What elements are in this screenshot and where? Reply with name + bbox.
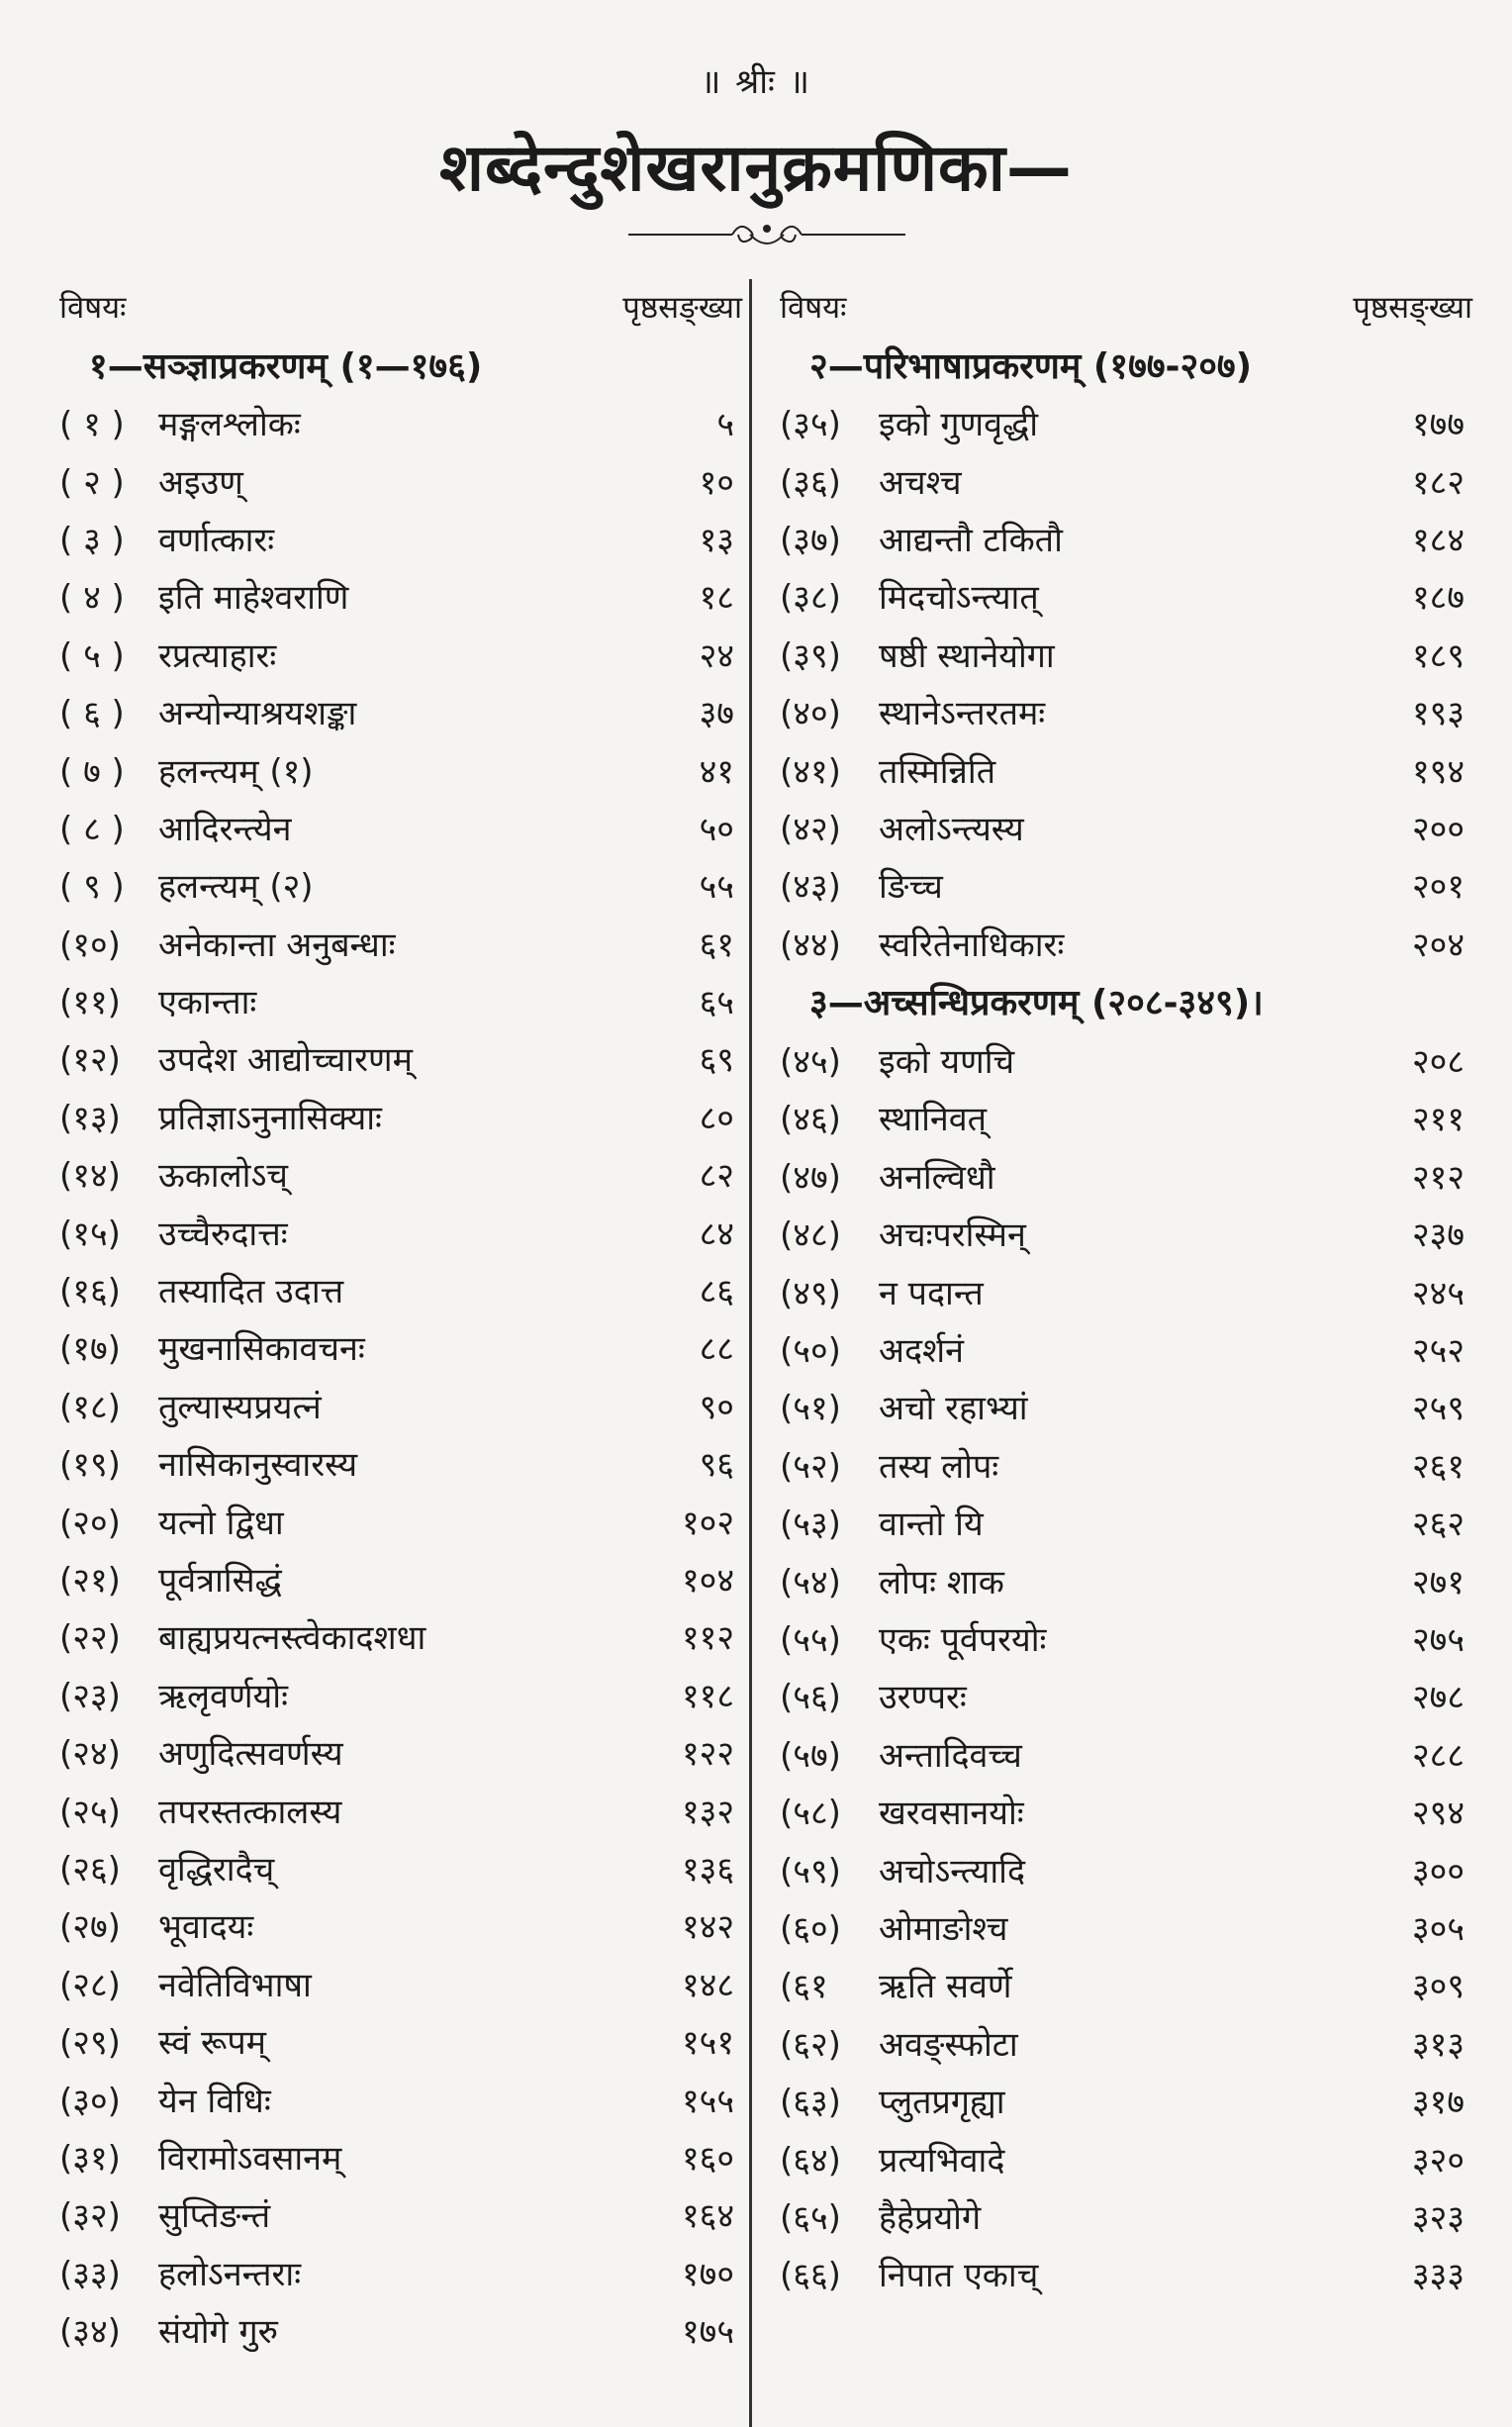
entry-page: ११८ xyxy=(681,1676,734,1716)
entry-number: (२४) xyxy=(59,1734,121,1775)
index-entry xyxy=(59,1550,742,1607)
entry-page: १५१ xyxy=(681,2023,734,2064)
left-column xyxy=(59,279,742,2359)
entry-text: विरामोऽवसानम् xyxy=(158,2138,342,2179)
entry-text: षष्ठी स्थानेयोगा xyxy=(879,635,1055,676)
entry-number: ( २ ) xyxy=(59,462,125,503)
entry-page: २०१ xyxy=(1411,867,1465,908)
entry-number: ( ७ ) xyxy=(59,751,125,792)
index-entry xyxy=(780,1031,1472,1089)
entry-text: इको गुणवृद्धी xyxy=(879,405,1039,445)
entry-text: इति माहेश्वराणि xyxy=(158,578,349,619)
index-entry xyxy=(59,394,742,451)
entry-page: १० xyxy=(699,462,734,503)
right-column xyxy=(780,279,1472,2303)
index-entry xyxy=(59,626,742,683)
index-entry xyxy=(59,1145,742,1203)
entry-number: (१३) xyxy=(59,1098,121,1138)
entry-text: बाह्यप्रयत्नस्त्वेकादशधा xyxy=(158,1618,426,1659)
entry-text: मङ्गलश्लोकः xyxy=(158,405,301,445)
index-entry xyxy=(59,1203,742,1260)
index-entry xyxy=(780,451,1472,509)
entry-page: २७१ xyxy=(1411,1562,1465,1602)
entry-text: ऋलृवर्णयोः xyxy=(158,1676,288,1716)
section-heading: २—परिभाषाप्रकरणम् (१७७-२०७) xyxy=(809,345,1253,387)
entry-page: १३ xyxy=(699,520,734,560)
index-entry xyxy=(780,740,1472,798)
index-entry xyxy=(780,1551,1472,1608)
entry-number: (३४) xyxy=(59,2312,121,2353)
index-entry xyxy=(780,1609,1472,1667)
entry-text: पूर्वत्रासिद्धं xyxy=(158,1561,282,1601)
entry-number: ( ८ ) xyxy=(59,809,125,849)
entry-number: (३७) xyxy=(780,520,841,560)
entry-text: लोपः शाक xyxy=(879,1562,1004,1602)
entry-number: (२६) xyxy=(59,1849,121,1890)
entry-text: अचश्च xyxy=(879,462,962,503)
index-entry xyxy=(59,2301,742,2359)
index-entry xyxy=(59,1896,742,1954)
entry-page: ८२ xyxy=(699,1156,734,1197)
entry-number: (४६) xyxy=(780,1100,841,1140)
entry-text: नासिकानुस्वारस्य xyxy=(158,1445,358,1486)
entry-page: २६२ xyxy=(1411,1505,1465,1545)
entry-number: (४५) xyxy=(780,1042,841,1083)
entry-page: ६५ xyxy=(699,983,734,1023)
index-entry xyxy=(59,972,742,1029)
entry-page: ५० xyxy=(699,809,734,849)
entry-number: (३१) xyxy=(59,2138,121,2179)
index-entry xyxy=(59,915,742,972)
index-entry xyxy=(59,1607,742,1665)
index-entry xyxy=(780,1956,1472,2013)
entry-number: (६४) xyxy=(780,2140,841,2181)
entry-number: (२२) xyxy=(59,1618,121,1659)
entry-text: एकः पूर्वपरयोः xyxy=(879,1620,1047,1660)
entry-page: १३२ xyxy=(681,1792,734,1832)
column-header xyxy=(780,279,1472,335)
index-entry xyxy=(59,1723,742,1781)
index-entry xyxy=(780,1840,1472,1897)
entry-number: (५८) xyxy=(780,1794,841,1834)
entry-text: अणुदित्सवर्णस्य xyxy=(158,1734,343,1775)
entry-text: अन्तादिवच्च xyxy=(879,1735,1022,1776)
index-entry xyxy=(59,683,742,740)
entry-text: नवेतिविभाषा xyxy=(158,1965,312,2005)
index-entry xyxy=(59,1666,742,1723)
index-entry xyxy=(59,1434,742,1492)
entry-page: ८० xyxy=(699,1098,734,1138)
index-entry xyxy=(59,1029,742,1087)
index-entry xyxy=(780,915,1472,972)
entry-page: २६१ xyxy=(1411,1446,1465,1487)
entry-text: येन विधिः xyxy=(158,2081,271,2121)
entry-number: (५९) xyxy=(780,1851,841,1892)
index-entry xyxy=(780,1667,1472,1724)
entry-page: १३६ xyxy=(681,1849,734,1890)
entry-text: हलन्त्यम् (२) xyxy=(158,867,314,908)
entry-page: २७५ xyxy=(1411,1620,1465,1660)
entry-number: (४९) xyxy=(780,1273,841,1313)
entry-text: स्वं रूपम् xyxy=(158,2023,266,2064)
entry-number: (१४) xyxy=(59,1156,121,1197)
entry-text: वान्तो यि xyxy=(879,1505,984,1545)
entry-text: मिदचोऽन्त्यात् xyxy=(879,578,1039,619)
entry-number: (३२) xyxy=(59,2196,121,2237)
entry-text: वर्णात्कारः xyxy=(158,520,275,560)
entry-number: (१५) xyxy=(59,1214,121,1254)
index-entry xyxy=(59,1955,742,2012)
index-entry xyxy=(780,510,1472,567)
entry-text: वृद्धिरादैच् xyxy=(158,1849,275,1890)
index-entry xyxy=(59,740,742,798)
entry-text: न पदान्त xyxy=(879,1273,984,1313)
entry-page: ८४ xyxy=(699,1214,734,1254)
entry-page: २७८ xyxy=(1411,1678,1465,1718)
entry-page: १८ xyxy=(699,578,734,619)
entry-number: (६०) xyxy=(780,1908,841,1949)
entry-text: अचःपरस्मिन् xyxy=(879,1215,1026,1256)
entry-page: २३७ xyxy=(1411,1215,1465,1256)
entry-text: प्रत्यभिवादे xyxy=(879,2140,1005,2181)
entry-number: (४३) xyxy=(780,867,841,908)
entry-page: ३२० xyxy=(1411,2140,1465,2181)
column-header xyxy=(59,279,742,335)
entry-text: ऊकालोऽच् xyxy=(158,1156,288,1197)
entry-page: ५ xyxy=(716,405,734,445)
entry-number: (५३) xyxy=(780,1505,841,1545)
entry-text: हलन्त्यम् (१) xyxy=(158,751,314,792)
entry-page: १७० xyxy=(681,2254,734,2294)
entry-page: ३३३ xyxy=(1411,2256,1465,2296)
entry-text: हलोऽनन्तराः xyxy=(158,2254,302,2294)
index-entry xyxy=(780,799,1472,856)
index-entry xyxy=(780,394,1472,451)
entry-page: ३२३ xyxy=(1411,2197,1465,2238)
page-label: पृष्ठसङ्ख्या xyxy=(1353,290,1472,326)
entry-text: तस्मिन्निति xyxy=(879,751,996,792)
entry-number: ( ९ ) xyxy=(59,867,125,908)
entry-number: (५६) xyxy=(780,1678,841,1718)
index-entry xyxy=(780,1378,1472,1435)
entry-page: १८९ xyxy=(1411,635,1465,676)
section-heading: १—सञ्ज्ञाप्रकरणम् (१—१७६) xyxy=(89,345,483,387)
subject-label: विषयः xyxy=(780,290,847,326)
entry-number: (२५) xyxy=(59,1792,121,1832)
entry-page: ८८ xyxy=(699,1329,734,1370)
entry-page: २१२ xyxy=(1411,1157,1465,1198)
entry-page: ६१ xyxy=(699,924,734,965)
entry-page: १०४ xyxy=(681,1561,734,1601)
entry-text: भूवादयः xyxy=(158,1907,254,1948)
entry-number: ( १ ) xyxy=(59,405,125,445)
index-entry xyxy=(780,1205,1472,1262)
entry-number: (५०) xyxy=(780,1331,841,1372)
entry-page: २४५ xyxy=(1411,1273,1465,1313)
entry-number: (३५) xyxy=(780,405,841,445)
entry-number: (११) xyxy=(59,983,121,1023)
entry-page: १५५ xyxy=(681,2081,734,2121)
entry-text: उच्चैरुदात्तः xyxy=(158,1214,288,1254)
entry-number: (४४) xyxy=(780,924,841,965)
index-entry xyxy=(59,2244,742,2301)
entry-page: ९६ xyxy=(699,1445,734,1486)
entry-page: ११२ xyxy=(681,1618,734,1659)
entry-number: (१९) xyxy=(59,1445,121,1486)
entry-text: सुप्तिङन्तं xyxy=(158,2196,271,2237)
entry-number: (४२) xyxy=(780,809,841,849)
entry-number: (२१) xyxy=(59,1561,121,1601)
entry-text: यत्नो द्विधा xyxy=(158,1503,284,1543)
index-entry xyxy=(780,1494,1472,1551)
entry-number: (३०) xyxy=(59,2081,121,2121)
index-entry xyxy=(59,1492,742,1549)
entry-text: अन्योन्याश्रयशङ्का xyxy=(158,694,357,734)
entry-number: (६५) xyxy=(780,2197,841,2238)
entry-page: २५९ xyxy=(1411,1389,1465,1429)
index-entry xyxy=(780,1725,1472,1783)
entry-number: (४१) xyxy=(780,751,841,792)
entry-page: ३७ xyxy=(699,694,734,734)
index-entry xyxy=(780,2129,1472,2186)
index-entry xyxy=(59,856,742,914)
index-entry xyxy=(59,2012,742,2070)
index-entry xyxy=(59,2070,742,2127)
index-entry xyxy=(59,2128,742,2185)
entry-number: (५१) xyxy=(780,1389,841,1429)
entry-page: १२२ xyxy=(681,1734,734,1775)
entry-number: (२७) xyxy=(59,1907,121,1948)
entry-number: ( ३ ) xyxy=(59,520,125,560)
page-title: शब्देन्दुशेखरानुक्रमणिका— xyxy=(439,130,1073,206)
entry-number: ( ५ ) xyxy=(59,635,125,676)
entry-text: ऋति सवर्णे xyxy=(879,1967,1012,2007)
section-heading: ३—अच्सन्धिप्रकरणम् (२०८-३४९)। xyxy=(809,983,1264,1024)
entry-page: १८४ xyxy=(1411,520,1465,560)
index-entry xyxy=(780,1089,1472,1146)
entry-text: अइउण् xyxy=(158,462,243,503)
entry-text: निपात एकाच् xyxy=(879,2256,1039,2296)
entry-text: स्थानिवत् xyxy=(879,1100,988,1140)
entry-page: ९० xyxy=(699,1387,734,1427)
entry-page: ३१७ xyxy=(1411,2083,1465,2123)
entry-text: अनल्विधौ xyxy=(879,1157,995,1198)
entry-text: खरवसानयोः xyxy=(879,1794,1024,1834)
entry-text: मुखनासिकावचनः xyxy=(158,1329,365,1370)
entry-page: ४१ xyxy=(699,751,734,792)
entry-text: उपदेश आद्योच्चारणम् xyxy=(158,1040,413,1081)
entry-number: ( ६ ) xyxy=(59,694,125,734)
index-entry xyxy=(59,1781,742,1838)
entry-number: (२३) xyxy=(59,1676,121,1716)
entry-text: अलोऽन्त्यस्य xyxy=(879,809,1024,849)
entry-number: (२०) xyxy=(59,1503,121,1543)
entry-text: अचोऽन्त्यादि xyxy=(879,1851,1026,1892)
index-entry xyxy=(780,1262,1472,1319)
entry-number: (६१ xyxy=(780,1967,828,2007)
subject-label: विषयः xyxy=(59,290,127,326)
index-entry xyxy=(59,451,742,509)
invocation: ॥ श्रीः ॥ xyxy=(700,62,812,102)
entry-text: ओमाङोश्च xyxy=(879,1908,1008,1949)
entry-page: २५२ xyxy=(1411,1331,1465,1372)
entry-text: संयोगे गुरु xyxy=(158,2312,278,2353)
entry-number: (१२) xyxy=(59,1040,121,1081)
entry-list xyxy=(59,394,742,2359)
index-entry xyxy=(780,1898,1472,1956)
entry-text: तपरस्तत्कालस्य xyxy=(158,1792,342,1832)
page-label: पृष्ठसङ्ख्या xyxy=(622,290,742,326)
entry-number: (१०) xyxy=(59,924,121,965)
entry-text: प्रतिज्ञाऽनुनासिक्याः xyxy=(158,1098,382,1138)
entry-text: स्वरितेनाधिकारः xyxy=(879,924,1065,965)
entry-number: ( ४ ) xyxy=(59,578,125,619)
entry-text: तुल्यास्यप्रयत्नं xyxy=(158,1387,322,1427)
entry-number: (१८) xyxy=(59,1387,121,1427)
index-entry xyxy=(780,683,1472,740)
entry-number: (६६) xyxy=(780,2256,841,2296)
entry-number: (४०) xyxy=(780,694,841,734)
entry-number: (६२) xyxy=(780,2024,841,2065)
entry-number: (३८) xyxy=(780,578,841,619)
index-entry xyxy=(59,1318,742,1376)
ornament-icon xyxy=(623,213,910,254)
entry-text: आदिरन्त्येन xyxy=(158,809,292,849)
entry-text: इको यणचि xyxy=(879,1042,1015,1083)
entry-text: प्लुतप्रगृह्या xyxy=(879,2083,1005,2123)
entry-page: ३०९ xyxy=(1411,1967,1465,2007)
entry-text: उरण्परः xyxy=(879,1678,967,1718)
entry-text: अवङ्स्फोटा xyxy=(879,2024,1018,2065)
index-entry xyxy=(59,1377,742,1434)
index-entry xyxy=(59,510,742,567)
index-entry xyxy=(780,1783,1472,1840)
entry-number: (५५) xyxy=(780,1620,841,1660)
entry-number: (३६) xyxy=(780,462,841,503)
entry-page: २११ xyxy=(1411,1100,1465,1140)
index-entry xyxy=(780,1320,1472,1378)
entry-page: ६९ xyxy=(699,1040,734,1081)
entry-text: अदर्शनं xyxy=(879,1331,965,1372)
entry-text: एकान्ताः xyxy=(158,983,257,1023)
entry-text: ङिच्च xyxy=(879,867,943,908)
entry-text: अनेकान्ता अनुबन्धाः xyxy=(158,924,396,965)
index-entry xyxy=(59,2185,742,2243)
index-entry xyxy=(59,1839,742,1896)
entry-number: (४८) xyxy=(780,1215,841,1256)
entry-number: (३३) xyxy=(59,2254,121,2294)
entry-page: २०८ xyxy=(1411,1042,1465,1083)
entry-text: हैहेप्रयोगे xyxy=(879,2197,982,2238)
index-entry xyxy=(780,2187,1472,2245)
entry-page: १६४ xyxy=(681,2196,734,2237)
index-entry xyxy=(780,856,1472,914)
index-entry xyxy=(780,567,1472,625)
entry-text: रप्रत्याहारः xyxy=(158,635,277,676)
entry-page: १७७ xyxy=(1411,405,1465,445)
entry-list xyxy=(780,1031,1472,2303)
entry-number: (३९) xyxy=(780,635,841,676)
index-entry xyxy=(59,567,742,625)
entry-number: (५४) xyxy=(780,1562,841,1602)
entry-page: ३०५ xyxy=(1411,1908,1465,1949)
entry-page: १४८ xyxy=(681,1965,734,2005)
entry-list xyxy=(780,394,1472,972)
entry-page: १६० xyxy=(681,2138,734,2179)
index-entry xyxy=(59,1088,742,1145)
entry-text: अचो रहाभ्यां xyxy=(879,1389,1028,1429)
entry-page: २९४ xyxy=(1411,1794,1465,1834)
entry-number: (१६) xyxy=(59,1272,121,1312)
index-entry xyxy=(780,626,1472,683)
entry-text: तस्यादित उदात्त xyxy=(158,1272,344,1312)
index-entry xyxy=(59,1261,742,1318)
entry-page: १७५ xyxy=(681,2312,734,2353)
entry-number: (६३) xyxy=(780,2083,841,2123)
entry-page: १८२ xyxy=(1411,462,1465,503)
entry-page: ३०० xyxy=(1411,1851,1465,1892)
entry-text: आद्यन्तौ टकितौ xyxy=(879,520,1063,560)
entry-page: ३१३ xyxy=(1411,2024,1465,2065)
index-entry xyxy=(59,799,742,856)
entry-page: २०४ xyxy=(1411,924,1465,965)
entry-number: (१७) xyxy=(59,1329,121,1370)
entry-page: २०० xyxy=(1411,809,1465,849)
entry-page: ५५ xyxy=(699,867,734,908)
entry-text: तस्य लोपः xyxy=(879,1446,999,1487)
entry-number: (५७) xyxy=(780,1735,841,1776)
index-entry xyxy=(780,2245,1472,2302)
column-divider xyxy=(749,279,752,2427)
entry-text: स्थानेऽन्तरतमः xyxy=(879,694,1046,734)
entry-number: (२८) xyxy=(59,1965,121,2005)
entry-page: २४ xyxy=(699,635,734,676)
entry-page: १९४ xyxy=(1411,751,1465,792)
entry-number: (२९) xyxy=(59,2023,121,2064)
index-entry xyxy=(780,2072,1472,2129)
entry-page: १०२ xyxy=(681,1503,734,1543)
entry-page: १४२ xyxy=(681,1907,734,1948)
entry-page: १८७ xyxy=(1411,578,1465,619)
entry-number: (५२) xyxy=(780,1446,841,1487)
entry-number: (४७) xyxy=(780,1157,841,1198)
entry-page: ८६ xyxy=(699,1272,734,1312)
index-entry xyxy=(780,1147,1472,1205)
entry-page: १९३ xyxy=(1411,694,1465,734)
entry-page: २८८ xyxy=(1411,1735,1465,1776)
index-entry xyxy=(780,2014,1472,2072)
index-entry xyxy=(780,1436,1472,1494)
